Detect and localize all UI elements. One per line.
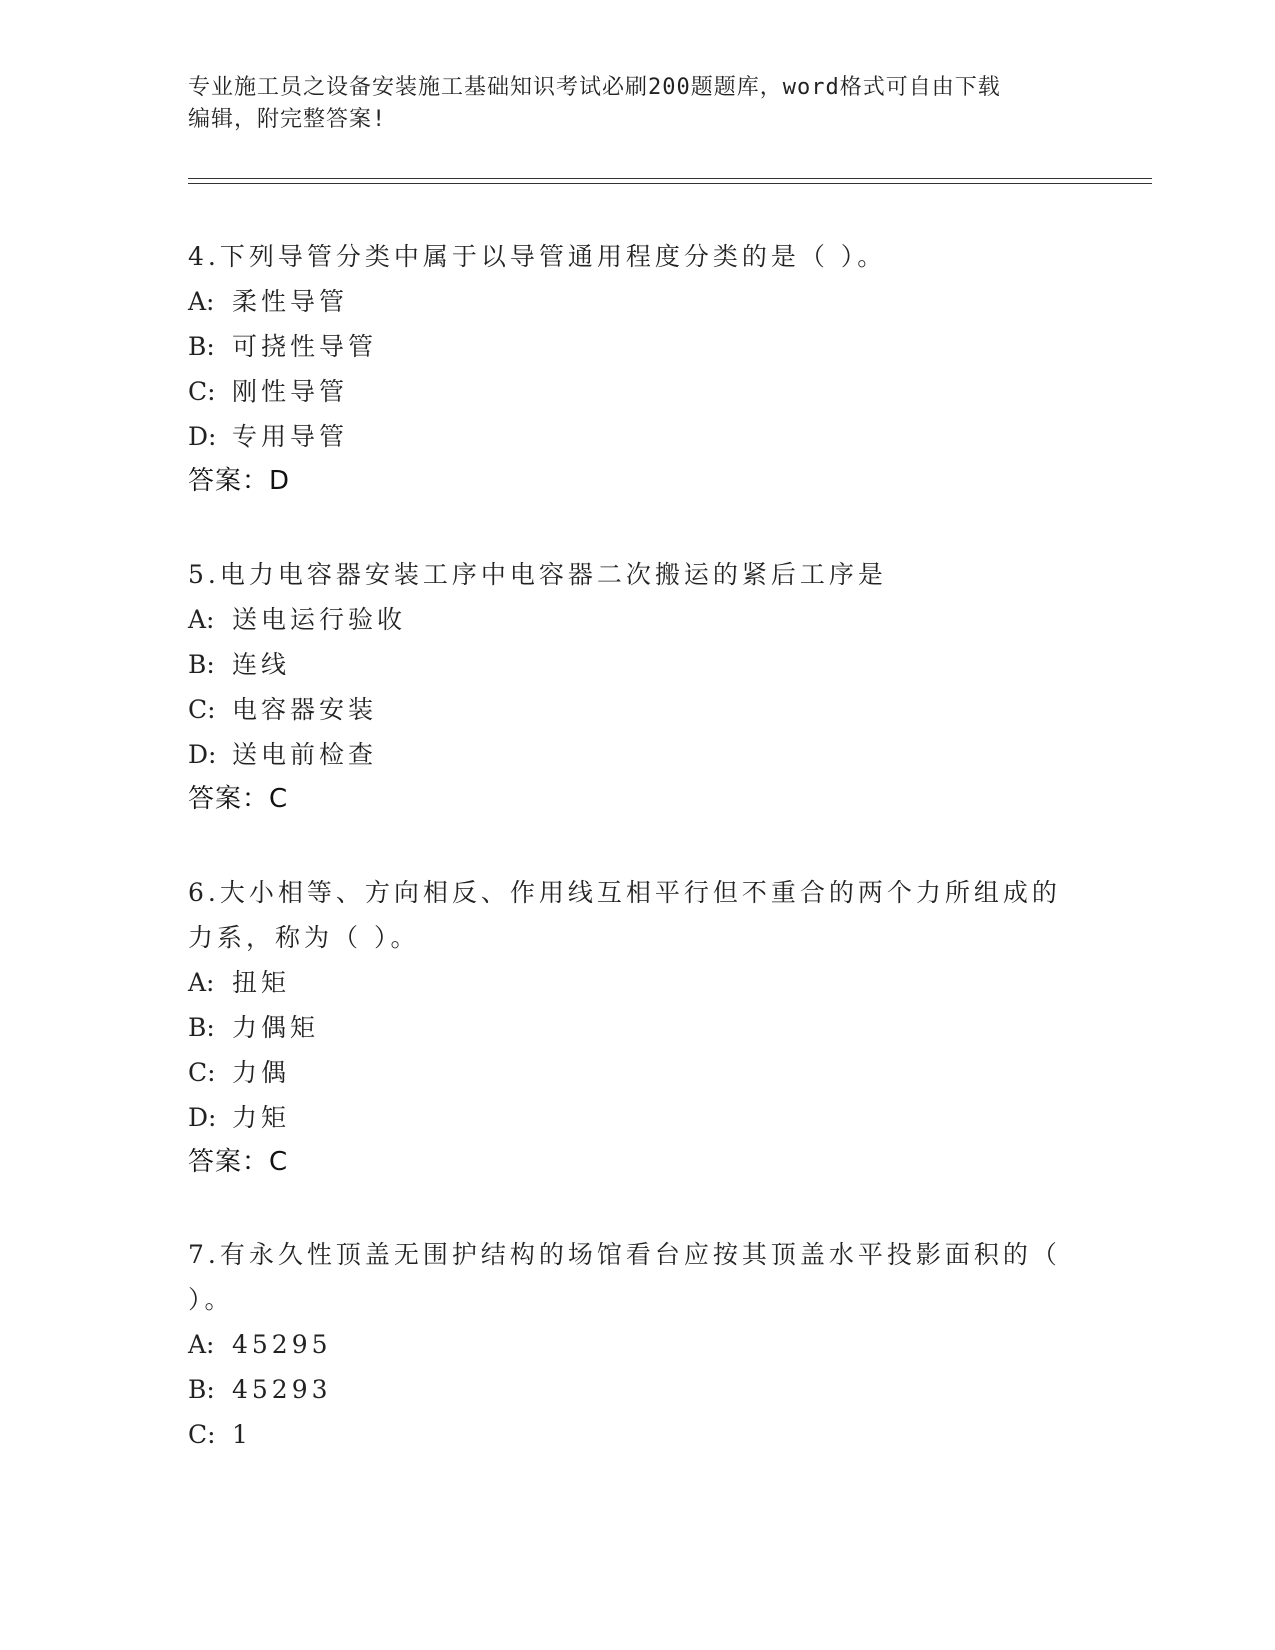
option-text: 电容器安装 <box>232 695 378 724</box>
option-c <box>188 1412 1088 1457</box>
option-text: 扭矩 <box>232 968 291 997</box>
option-key: A: <box>188 605 215 634</box>
option-text: 1 <box>232 1420 252 1449</box>
option-key: C: <box>188 695 216 724</box>
option-key: A: <box>188 968 215 997</box>
header-line-1: 专业施工员之设备安装施工基础知识考试必刷200题题库，word格式可自由下载 <box>188 75 1001 100</box>
option-text: 力偶 <box>232 1058 291 1087</box>
question-4 <box>188 234 1088 504</box>
option-text: 力偶矩 <box>232 1013 320 1042</box>
option-c <box>188 369 1088 414</box>
answer-line: 答案：C <box>188 784 289 814</box>
option-a <box>188 279 1088 324</box>
option-text: 可挠性导管 <box>232 332 378 361</box>
option-text: 柔性导管 <box>232 287 349 316</box>
option-key: C: <box>188 1420 216 1449</box>
option-key: A: <box>188 287 215 316</box>
option-text: 连线 <box>232 650 291 679</box>
question-5 <box>188 552 1088 822</box>
option-a <box>188 1322 1088 1367</box>
option-b <box>188 1005 1088 1050</box>
option-key: A: <box>188 1330 215 1359</box>
question-text: 5.电力电容器安装工序中电容器二次搬运的紧后工序是 <box>188 560 887 589</box>
option-text: 力矩 <box>232 1103 291 1132</box>
answer-line: 答案：C <box>188 1147 289 1177</box>
option-key: B: <box>188 332 215 361</box>
question-7 <box>188 1232 1088 1457</box>
option-key: D: <box>188 1103 217 1132</box>
document-header <box>188 72 1068 136</box>
question-text-continued: 力系，称为（ ）。 <box>188 923 420 952</box>
question-text-continued: ）。 <box>188 1285 234 1314</box>
option-a <box>188 597 1088 642</box>
option-d <box>188 1095 1088 1140</box>
question-6 <box>188 870 1088 1185</box>
option-text: 送电运行验收 <box>232 605 407 634</box>
option-d <box>188 414 1088 459</box>
option-key: D: <box>188 422 217 451</box>
header-line-2: 编辑，附完整答案! <box>188 107 387 132</box>
option-key: B: <box>188 1013 215 1042</box>
option-b <box>188 324 1088 369</box>
option-b <box>188 1367 1088 1412</box>
option-key: B: <box>188 650 215 679</box>
option-text: 45295 <box>232 1330 332 1359</box>
option-c <box>188 1050 1088 1095</box>
option-key: D: <box>188 740 217 769</box>
option-c <box>188 687 1088 732</box>
header-divider-bottom <box>188 183 1152 184</box>
answer-line: 答案：D <box>188 466 291 496</box>
option-text: 送电前检查 <box>232 740 378 769</box>
option-text: 专用导管 <box>232 422 349 451</box>
option-text: 45293 <box>232 1375 332 1404</box>
question-text: 6.大小相等、方向相反、作用线互相平行但不重合的两个力所组成的 <box>188 878 1061 907</box>
option-d <box>188 732 1088 777</box>
option-b <box>188 642 1088 687</box>
question-text: 7.有永久性顶盖无围护结构的场馆看台应按其顶盖水平投影面积的（ <box>188 1240 1061 1269</box>
question-text: 4.下列导管分类中属于以导管通用程度分类的是（ ）。 <box>188 242 887 271</box>
option-a <box>188 960 1088 1005</box>
option-key: B: <box>188 1375 215 1404</box>
option-key: C: <box>188 377 216 406</box>
header-divider-top <box>188 178 1152 179</box>
option-key: C: <box>188 1058 216 1087</box>
option-text: 刚性导管 <box>232 377 349 406</box>
